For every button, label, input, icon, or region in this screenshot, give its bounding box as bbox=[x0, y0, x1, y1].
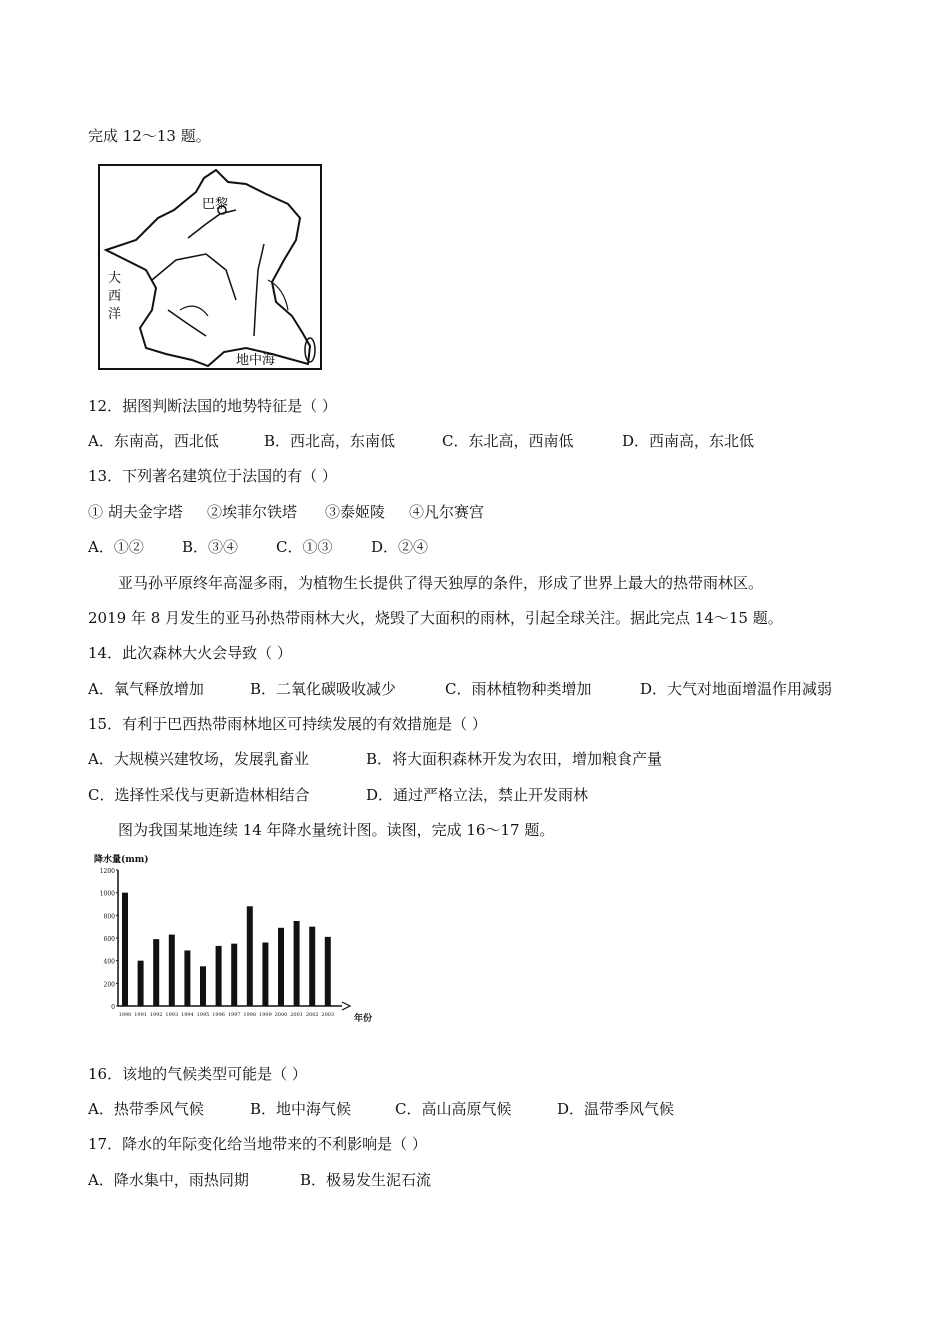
y-tick-label: 400 bbox=[103, 958, 115, 966]
q12-option-b[interactable]: B．西北高，东南低 bbox=[264, 432, 396, 450]
q16-options bbox=[88, 1099, 674, 1119]
q15-options-row1 bbox=[88, 749, 662, 769]
x-tick-label: 1995 bbox=[196, 1012, 210, 1018]
q17-option-a[interactable]: A．降水集中，雨热同期 bbox=[88, 1171, 249, 1189]
q13-item-4: ④凡尔赛宫 bbox=[409, 503, 485, 521]
label-atlantic-2: 西 bbox=[108, 289, 122, 304]
bar-1991 bbox=[138, 961, 144, 1006]
q16-option-d[interactable]: D．温带季风气候 bbox=[557, 1100, 675, 1118]
bar-2002 bbox=[309, 927, 315, 1006]
q17-option-b[interactable]: B．极易发生泥石流 bbox=[300, 1171, 432, 1189]
y-tick-label: 1000 bbox=[99, 890, 115, 898]
bar-1990 bbox=[122, 893, 128, 1006]
x-tick-label: 2001 bbox=[290, 1012, 303, 1018]
intro-16-17: 图为我国某地连续 14 年降水量统计图。读图，完成 16～17 题。 bbox=[118, 821, 555, 839]
q13-item-2: ②埃菲尔铁塔 bbox=[207, 503, 298, 521]
q16-stem: 16．该地的气候类型可能是（ ） bbox=[88, 1065, 307, 1083]
x-tick-label: 2003 bbox=[321, 1012, 335, 1018]
q13-items bbox=[88, 502, 484, 522]
q13-option-b[interactable]: B．③④ bbox=[182, 538, 239, 556]
x-axis-labels bbox=[119, 1012, 335, 1018]
q14-option-d[interactable]: D．大气对地面增温作用减弱 bbox=[640, 680, 833, 698]
q14-option-c[interactable]: C．雨林植物种类增加 bbox=[445, 680, 592, 698]
bar-1993 bbox=[169, 935, 175, 1006]
q14-option-b[interactable]: B．二氧化碳吸收减少 bbox=[250, 680, 397, 698]
q13-options bbox=[88, 537, 428, 557]
y-axis-ticks bbox=[100, 868, 118, 1011]
q13-stem: 13．下列著名建筑位于法国的有（ ） bbox=[88, 467, 337, 485]
q15-stem: 15．有利于巴西热带雨林地区可持续发展的有效措施是（ ） bbox=[88, 715, 487, 733]
q12-option-d[interactable]: D．西南高，东北低 bbox=[622, 432, 755, 450]
bar-1996 bbox=[216, 946, 222, 1006]
france-map bbox=[96, 160, 328, 372]
q14-options bbox=[88, 679, 832, 699]
label-mediterranean: 地中海 bbox=[236, 353, 276, 368]
y-tick-label: 800 bbox=[103, 913, 115, 921]
bars-group bbox=[122, 893, 331, 1006]
label-paris: 巴黎 bbox=[202, 197, 229, 212]
x-tick-label: 1996 bbox=[212, 1012, 225, 1018]
bar-1997 bbox=[231, 944, 237, 1006]
bar-1998 bbox=[247, 906, 253, 1006]
q16-option-b[interactable]: B．地中海气候 bbox=[250, 1100, 352, 1118]
q12-option-c[interactable]: C．东北高，西南低 bbox=[442, 432, 574, 450]
q13-item-1: ① 胡夫金字塔 bbox=[88, 503, 183, 521]
q13-option-d[interactable]: D．②④ bbox=[371, 538, 429, 556]
y-tick-label: 0 bbox=[111, 1004, 115, 1011]
q15-option-c[interactable]: C．选择性采伐与更新造林相结合 bbox=[88, 786, 310, 804]
x-tick-label: 1998 bbox=[243, 1012, 257, 1018]
passage-14-15-line2: 2019 年 8 月发生的亚马孙热带雨林大火，烧毁了大面积的雨林，引起全球关注。据此完点 14～15 题。 bbox=[88, 609, 783, 627]
y-tick-label: 1200 bbox=[99, 868, 115, 875]
q13-option-c[interactable]: C．①③ bbox=[276, 538, 333, 556]
y-tick-label: 600 bbox=[103, 936, 115, 943]
bar-1992 bbox=[153, 939, 159, 1006]
x-tick-label: 1994 bbox=[181, 1012, 194, 1018]
x-tick-label: 1991 bbox=[134, 1012, 147, 1018]
bar-2003 bbox=[325, 937, 331, 1006]
q16-option-c[interactable]: C．高山高原气候 bbox=[395, 1100, 512, 1118]
q12-option-a[interactable]: A．东南高，西北低 bbox=[88, 432, 219, 450]
x-tick-label: 2000 bbox=[274, 1012, 288, 1018]
x-tick-label: 1992 bbox=[149, 1012, 163, 1018]
y-tick-label: 200 bbox=[103, 981, 115, 989]
q12-options bbox=[88, 431, 754, 451]
label-atlantic-3: 洋 bbox=[108, 307, 122, 322]
q17-stem: 17．降水的年际变化给当地带来的不利影响是（ ） bbox=[88, 1135, 427, 1153]
q13-item-3: ③泰姬陵 bbox=[325, 503, 386, 521]
q14-stem: 14．此次森林大火会导致（ ） bbox=[88, 644, 292, 662]
q13-option-a[interactable]: A．①② bbox=[88, 538, 144, 556]
passage-14-15-line1: 亚马孙平原终年高湿多雨，为植物生长提供了得天独厚的条件，形成了世界上最大的热带雨林区。 bbox=[118, 574, 764, 592]
q12-stem: 12．据图判断法国的地势特征是（ ） bbox=[88, 397, 337, 415]
q17-options bbox=[88, 1170, 431, 1190]
chart-xlabel: 年份 bbox=[354, 1014, 373, 1024]
bar-1994 bbox=[184, 950, 190, 1006]
chart-ylabel: 降水量(mm) bbox=[94, 855, 149, 865]
q15-option-d[interactable]: D．通过严格立法，禁止开发雨林 bbox=[366, 786, 589, 804]
q15-option-a[interactable]: A．大规模兴建牧场，发展乳畜业 bbox=[88, 750, 309, 768]
q14-option-a[interactable]: A．氧气释放增加 bbox=[88, 680, 204, 698]
bar-2001 bbox=[294, 921, 300, 1006]
q15-options-row2 bbox=[88, 785, 588, 805]
x-tick-label: 2002 bbox=[305, 1012, 319, 1018]
x-tick-label: 1993 bbox=[165, 1012, 179, 1018]
bar-1999 bbox=[262, 943, 268, 1006]
x-tick-label: 1990 bbox=[118, 1012, 132, 1018]
intro-12-13: 完成 12～13 题。 bbox=[88, 127, 211, 145]
x-tick-label: 1999 bbox=[259, 1012, 272, 1018]
precipitation-chart bbox=[92, 848, 392, 1030]
q15-option-b[interactable]: B．将大面积森林开发为农田，增加粮食产量 bbox=[366, 750, 663, 768]
q16-option-a[interactable]: A．热带季风气候 bbox=[88, 1100, 204, 1118]
x-axis-arrow bbox=[342, 1002, 350, 1010]
label-atlantic-1: 大 bbox=[108, 271, 122, 286]
bar-2000 bbox=[278, 928, 284, 1006]
x-tick-label: 1997 bbox=[227, 1012, 241, 1018]
bar-1995 bbox=[200, 966, 206, 1006]
